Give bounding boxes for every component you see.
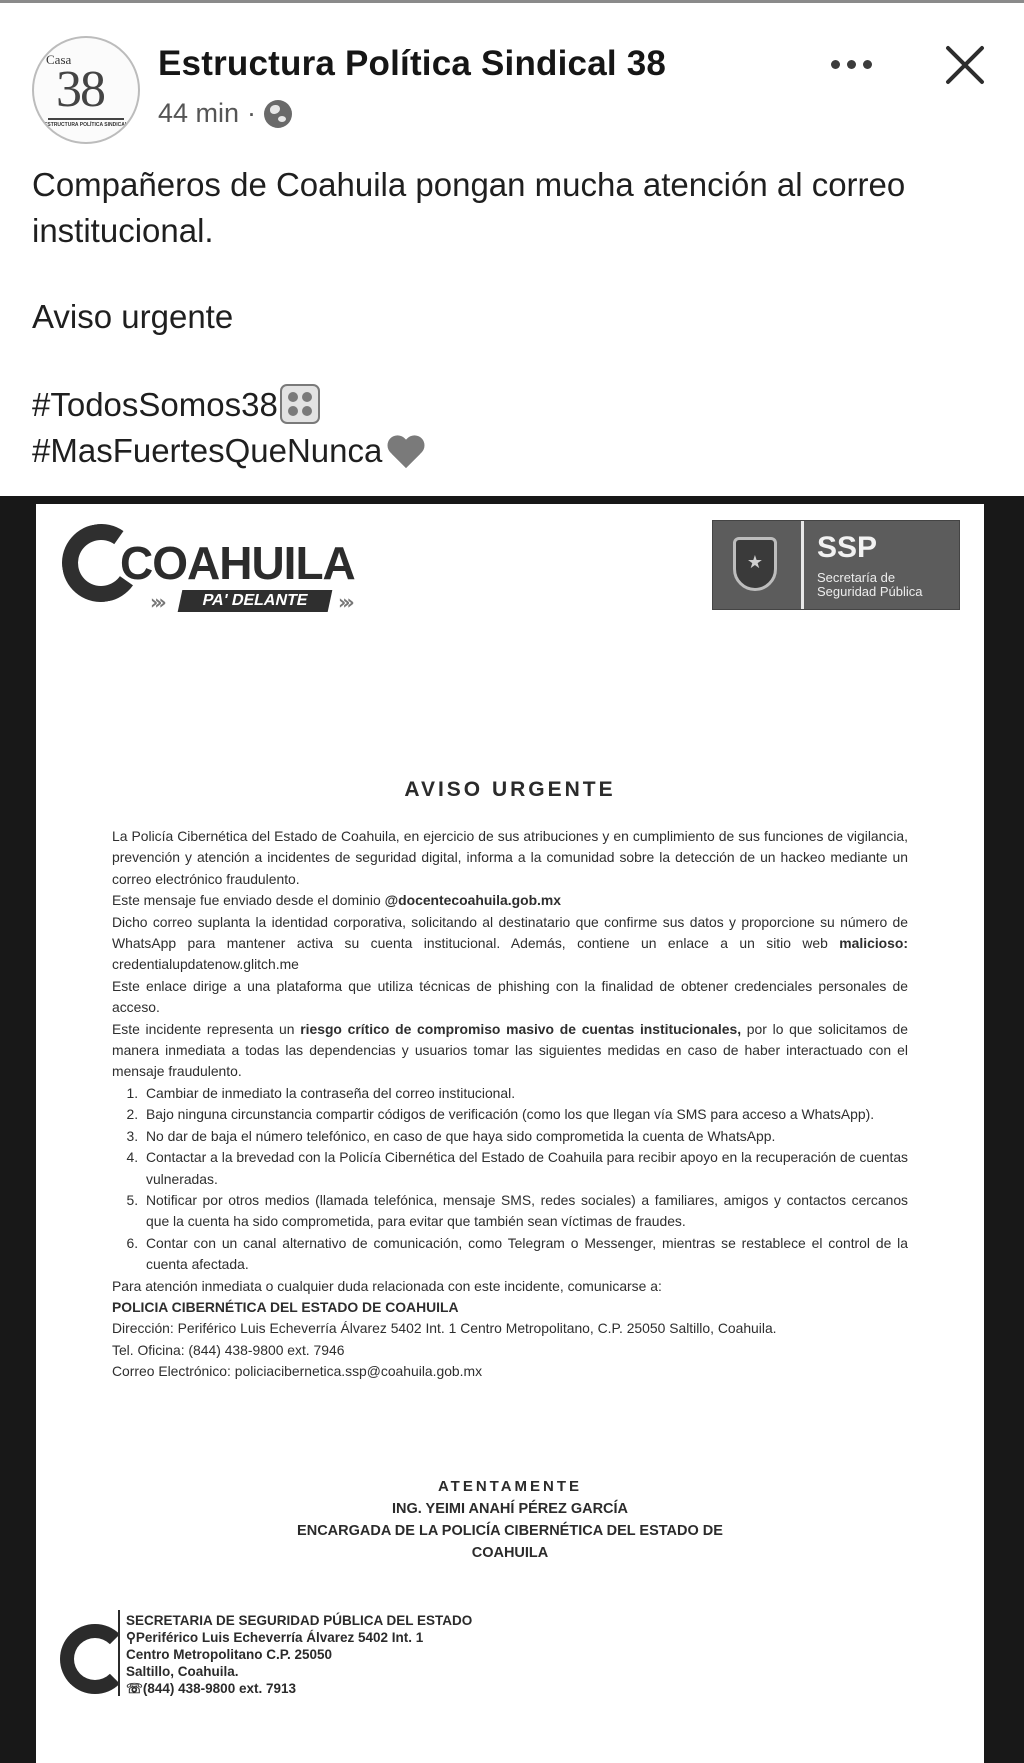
more-dot-icon bbox=[863, 60, 872, 69]
family-emoji-icon bbox=[280, 384, 320, 424]
shield-star-icon: ★ bbox=[733, 537, 777, 591]
avatar[interactable] bbox=[32, 36, 140, 144]
notice-paragraph: Este enlace dirige a una plataforma que utiliza técnicas de phishing con la finalidad de obtener credenciales personales de acceso. bbox=[112, 977, 908, 1016]
notice-body bbox=[112, 826, 908, 1383]
footer-org: SECRETARIA DE SEGURIDAD PÚBLICA DEL ESTADO bbox=[126, 1613, 473, 1628]
avatar-divider bbox=[48, 118, 124, 120]
footer-city: Saltillo, Coahuila. bbox=[126, 1664, 239, 1679]
post-text-line1: Compañeros de Coahuila pongan mucha atención al correo institucional. bbox=[32, 166, 906, 249]
notice-paragraph: Este mensaje fue enviado desde el dominio @docentecoahuila.gob.mx bbox=[112, 892, 561, 909]
hashtag-line-2 bbox=[32, 428, 992, 474]
hashtag-todossomos38[interactable]: #TodosSomos38 bbox=[32, 386, 278, 423]
more-dot-icon bbox=[847, 60, 856, 69]
notice-paragraph: La Policía Cibernética del Estado de Coahuila, en ejercicio de sus atribuciones y en cumplimiento de sus funciones de vigilancia, prevención y atención a incidentes de seguridad digital, informa a la comunidad sobre la detección de un hackeo mediante un correo electrónico fraudulento. bbox=[112, 828, 908, 887]
heart-emoji-icon bbox=[386, 430, 426, 470]
document-footer bbox=[60, 1610, 580, 1730]
post-header bbox=[0, 0, 1024, 150]
sign-name: ING. YEIMI ANAHÍ PÉREZ GARCÍA bbox=[391, 1501, 629, 1517]
sign-atentamente: ATENTAMENTE bbox=[437, 1478, 583, 1495]
hashtag-line-1 bbox=[32, 382, 992, 428]
coahuila-logo-word: COAHUILA bbox=[120, 537, 355, 589]
more-options-button[interactable] bbox=[826, 52, 876, 76]
coahuila-logo-tag: PA' DELANTE bbox=[178, 590, 333, 612]
ssp-subtitle: Secretaría de Seguridad Pública bbox=[817, 570, 923, 599]
contact-address: Dirección: Periférico Luis Echeverría Álvarez 5402 Int. 1 Centro Metropolitano, C.P. 25050 Saltillo, Coahuila. bbox=[112, 1320, 777, 1337]
measure-item: 2. Bajo ninguna circunstancia compartir códigos de verificación (como los que llegan vía SMS para acceso a WhatsApp). bbox=[142, 1104, 908, 1125]
notice-paragraph: Dicho correo suplanta la identidad corporativa, solicitando al destinatario que confirme sus datos y proporcione su número de WhatsApp para mantener activa su cuenta institucional. Además, contiene un enlace a un sitio web malicioso: credentialupdatenow.glitch.me bbox=[112, 913, 908, 973]
footer-district: Centro Metropolitano C.P. 25050 bbox=[126, 1647, 333, 1662]
sign-role-line1: ENCARGADA DE LA POLICÍA CIBERNÉTICA DEL ESTADO DE bbox=[297, 1523, 723, 1539]
contact-phone: Tel. Oficina: (844) 438-9800 ext. 7946 bbox=[112, 1341, 345, 1358]
measure-item: 4. Contactar a la brevedad con la Policía Cibernética del Estado de Coahuila para recibir apoyo en la recuperación de cuentas vulneradas. bbox=[142, 1147, 908, 1190]
more-dot-icon bbox=[831, 60, 840, 69]
contact-intro: Para atención inmediata o cualquier duda relacionada con este incidente, comunicarse a: bbox=[112, 1277, 662, 1294]
notice-document bbox=[36, 504, 984, 1763]
signature-block bbox=[36, 1476, 984, 1564]
coahuila-logo bbox=[62, 516, 392, 616]
logo-arrows-left: ››› bbox=[150, 590, 163, 614]
post-meta bbox=[158, 98, 292, 129]
contact-org: POLICIA CIBERNÉTICA DEL ESTADO DE COAHUILA bbox=[112, 1298, 459, 1315]
globe-icon[interactable] bbox=[264, 100, 292, 128]
avatar-number: 38 bbox=[56, 61, 104, 118]
fraud-domain: @docentecoahuila.gob.mx bbox=[384, 892, 561, 909]
measure-item: 5. Notificar por otros medios (llamada telefónica, mensaje SMS, redes sociales) a familiares, amigos y contactos cercanos que la cuenta ha sido comprometida, para evitar que también sean víctimas de fraudes. bbox=[142, 1190, 908, 1233]
measure-item: 1. Cambiar de inmediato la contraseña del correo institucional. bbox=[142, 1083, 908, 1104]
page-name-link[interactable]: Estructura Política Sindical 38 bbox=[158, 44, 667, 83]
meta-separator: · bbox=[247, 98, 257, 128]
ssp-shield-zone bbox=[713, 521, 804, 609]
footer-phone: ☏(844) 438-9800 ext. 7913 bbox=[126, 1681, 296, 1696]
avatar-sub-text: ESTRUCTURA POLÍTICA SINDICAL bbox=[44, 122, 128, 128]
notice-paragraph: Este incidente representa un riesgo crítico de compromiso masivo de cuentas institucionales, por lo que solicitamos de manera inmediata a todas las dependencias y usuarios tomar las siguientes medidas en caso de haber interactuado con el mensaje fraudulento. bbox=[112, 1020, 908, 1080]
avatar-top-text: Casa bbox=[46, 52, 72, 67]
notice-title: AVISO URGENTE bbox=[404, 778, 616, 801]
post-time[interactable]: 44 min bbox=[158, 98, 240, 128]
sign-role-line2: COAHUILA bbox=[471, 1545, 549, 1561]
post-text-line2: Aviso urgente bbox=[32, 298, 234, 335]
malicious-link: credentialupdatenow.glitch.me bbox=[112, 956, 299, 973]
measure-item: 3. No dar de baja el número telefónico, en caso de que haya sido comprometida la cuenta de WhatsApp. bbox=[142, 1126, 908, 1147]
hashtag-masfuertesquenunca[interactable]: #MasFuertesQueNunca bbox=[32, 432, 383, 469]
contact-email: Correo Electrónico: policiacibernetica.ssp@coahuila.gob.mx bbox=[112, 1363, 483, 1380]
measures-list bbox=[112, 1083, 908, 1276]
ssp-title: SSP bbox=[817, 531, 878, 564]
close-icon[interactable] bbox=[942, 42, 988, 88]
post-attachment-image[interactable] bbox=[0, 496, 1024, 1763]
post-text bbox=[32, 162, 992, 474]
logo-arrows-right: ››› bbox=[338, 590, 351, 614]
measure-item: 6. Contar con un canal alternativo de comunicación, como Telegram o Messenger, mientras se restablece el control de la cuenta afectada. bbox=[142, 1233, 908, 1276]
ssp-logo bbox=[712, 520, 960, 610]
footer-divider bbox=[118, 1610, 120, 1696]
footer-text bbox=[126, 1612, 472, 1697]
footer-address: ⚲Periférico Luis Echeverría Álvarez 5402 Int. 1 bbox=[126, 1630, 424, 1645]
